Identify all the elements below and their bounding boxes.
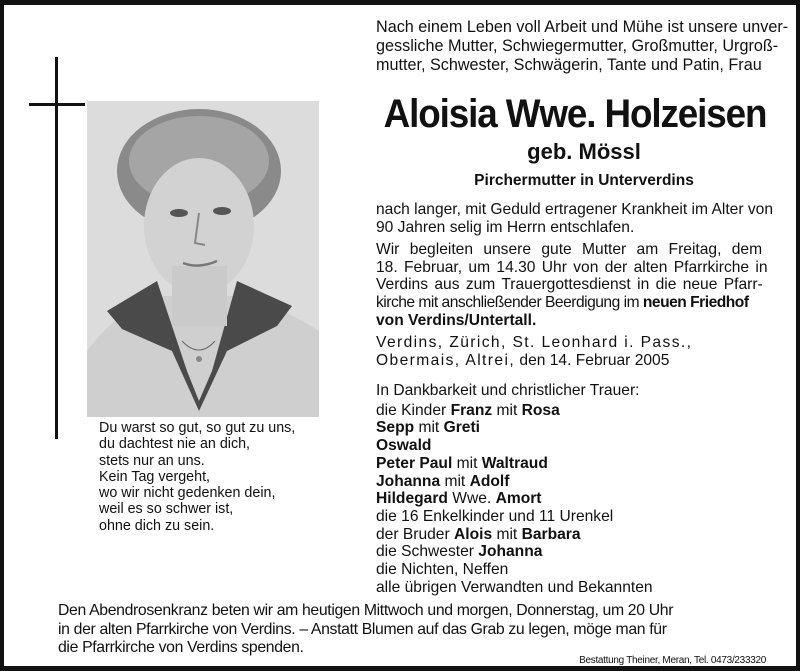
poem-line: Kein Tag vergeht, [99, 468, 211, 485]
footer-line: Den Abendrosenkranz beten wir am heutigen Mittwoch und morgen, Donnerstag, um 20 Uhr [58, 602, 674, 619]
poem-line: weil es so schwer ist, [99, 501, 234, 518]
funeral-line: 18. Februar, um 14.30 Uhr von der alten Pfarrkirche in [376, 258, 768, 276]
cemetery-location: von Verdins/Untertall. [376, 311, 537, 329]
announcement-body [376, 201, 786, 369]
mourner-row: die Nichten, Neffen [376, 561, 509, 579]
poem-line: wo wir nicht gedenken dein, [99, 485, 276, 502]
places-line [376, 352, 786, 370]
intro-text [376, 18, 789, 75]
notice-date: den 14. Februar 2005 [515, 351, 670, 369]
places-text: Obermais, Altrei, [376, 351, 516, 369]
intro-line: mutter, Schwester, Schwägerin, Tante und Patin, Frau [376, 56, 762, 74]
mourner-row: der Bruder Alois mit Barbara [376, 525, 581, 543]
funeral-line [376, 294, 786, 312]
funeral-line [376, 312, 786, 330]
deceased-name: Aloisia Wwe. Holzeisen [383, 92, 767, 136]
poem-line: du dachtest nie an dich, [99, 436, 251, 453]
poem-line: Du warst so gut, so gut zu uns, [99, 420, 296, 436]
funeral-line: Wir begleiten unsere gute Mutter am Freitag, dem [376, 241, 763, 259]
footer-line: in der alten Pfarrkirche von Verdins. – Anstatt Blumen auf das Grab zu legen, möge man für [58, 620, 667, 638]
mourner-row: die Schwester Johanna [376, 543, 543, 561]
house-title: Pirchermutter in Unterverdins [474, 172, 694, 189]
death-line: 90 Jahren selig im Herrn entschlafen. [376, 218, 635, 236]
cemetery-name: neuen Friedhof [642, 293, 749, 311]
mourner-row: alle übrigen Verwandten und Bekannten [376, 578, 653, 596]
mourners-list [376, 382, 653, 596]
portrait-photo [87, 101, 319, 417]
intro-line: gessliche Mutter, Schwiegermutter, Großmutter, Urgroß- [376, 37, 779, 55]
mourner-row: Oswald [376, 437, 432, 455]
funeral-text: kirche mit anschließender Beerdigung im [376, 293, 643, 311]
mourner-row: die 16 Enkelkinder und 11 Urenkel [376, 507, 614, 525]
mourners-heading: In Dankbarkeit und christlicher Trauer: [376, 382, 640, 399]
poem-line: ohne dich zu sein. [99, 517, 215, 534]
death-line: nach langer, mit Geduld ertragener Krankheit im Alter von [376, 201, 773, 218]
footer-line: die Pfarrkirche von Verdins spenden. [58, 639, 304, 657]
intro-line: Nach einem Leben voll Arbeit und Mühe ist unsere unver- [376, 18, 789, 36]
memorial-poem [99, 420, 295, 534]
funeral-line: Verdins aus zum Trauergottesdienst in die neue Pfarr- [376, 276, 763, 294]
cross-icon [55, 57, 58, 439]
rosary-notice [58, 602, 778, 658]
mourner-row: die Kinder Franz mit Rosa [376, 401, 560, 419]
poem-line: stets nur an uns. [99, 452, 205, 469]
mourner-row: Hildegard Wwe. Amort [376, 490, 542, 508]
mourner-row: Sepp mit Greti [376, 419, 480, 437]
portrait-illustration [87, 101, 319, 417]
funeral-home-imprint: Bestattung Theiner, Meran, Tel. 0473/233320 [579, 655, 766, 666]
places-line: Verdins, Zürich, St. Leonhard i. Pass., [376, 334, 693, 352]
maiden-name: geb. Mössl [527, 139, 641, 164]
mourner-row: Johanna mit Adolf [376, 472, 510, 490]
cross-icon-bar [29, 103, 85, 106]
mourner-row: Peter Paul mit Waltraud [376, 454, 548, 472]
